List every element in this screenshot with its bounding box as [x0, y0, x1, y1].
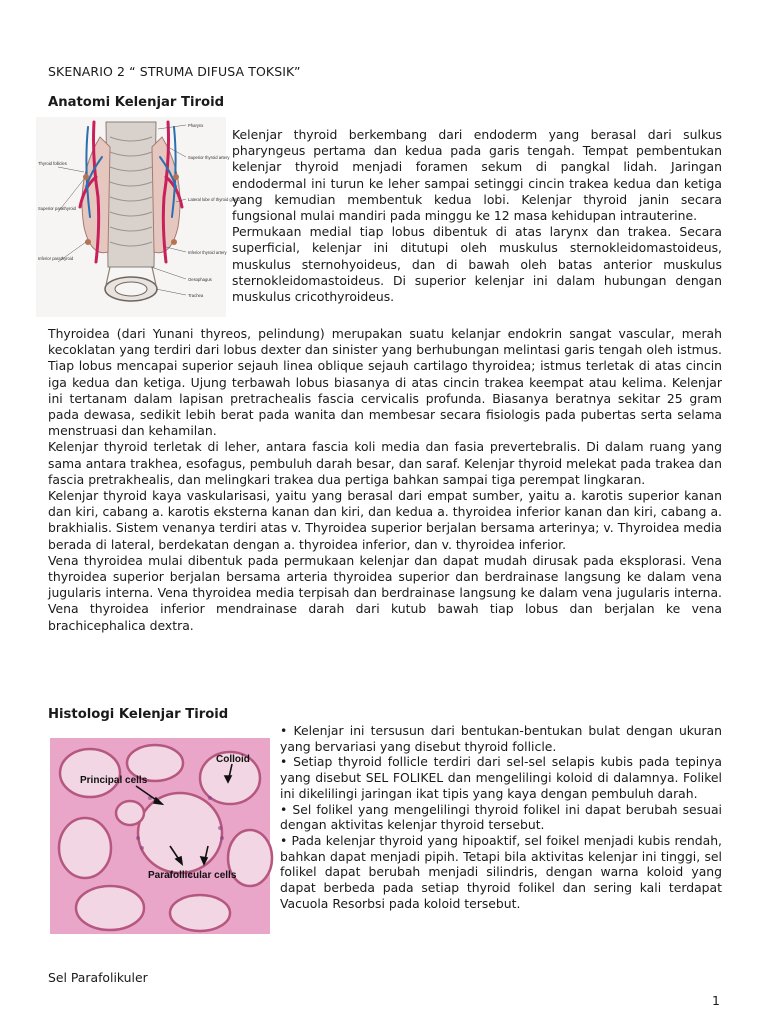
- label-pharynx: Pharynx: [188, 123, 204, 128]
- label-oesophagus: Oesophagus: [188, 277, 212, 282]
- sel-parafolikuler-heading: Sel Parafolikuler: [48, 970, 148, 985]
- paragraph: Permukaan medial tiap lobus dibentuk di atas larynx dan trakea. Secara superficial, kelenjar ini ditutupi oleh muskulus sternokleidomastoideus, muskulus sternohyoideus, dan di bawah oleh batas anterior muskulus sternokleidomastoideus. Di superior kelenjar ini dalam hubungan dengan muskulus cricothyroideus.: [232, 224, 722, 305]
- anatomy-heading: Anatomi Kelenjar Tiroid: [48, 95, 225, 110]
- list-item: • Sel folikel yang mengelilingi thyroid folikel ini dapat berubah sesuai dengan aktivitas kelenjar thyroid tersebut.: [280, 801, 722, 833]
- anatomy-intro-text: [232, 127, 722, 305]
- label-principal-cells: Principal cells: [80, 775, 148, 786]
- anatomy-body-text: [48, 326, 722, 634]
- histology-heading: Histologi Kelenjar Tiroid: [48, 707, 229, 722]
- label-superior-thyroid-artery: Superior thyroid artery: [188, 155, 230, 160]
- paragraph: Vena thyroidea mulai dibentuk pada permukaan kelenjar dan dapat mudah dirusak pada eksplorasi. Vena thyroidea superior berjalan bersama arteria thyroidea superior dan berdrainase langsung ke dalam vena jugularis interna. Vena thyroidea media terpisah dan berdrainase langsung ke dalam vena jugularis interna. Vena thyroidea inferior mendrainase darah dari kutub bawah tiap lobus dan berjalan ke vena brachicephalica dextra.: [48, 552, 722, 633]
- paragraph: Kelenjar thyroid berkembang dari endoderm yang berasal dari sulkus pharyngeus pertama dan kedua pada garis tengah. Tempat pembentukan kelenjar thyroid menjadi foramen sekum di pangkal lidah. Jaringan endodermal ini turun ke leher sampai setinggi cincin trakea kedua dan ketiga yang kemudian membentuk kedua lobi. Kelenjar thyroid janin secara fungsional mulai mandiri pada minggu ke 12 masa kehidupan intrauterine.: [232, 127, 722, 224]
- label-thyroid-follicles: Thyroid follicles: [38, 161, 67, 166]
- label-trachea: Trachea: [188, 293, 204, 298]
- list-item: • Setiap thyroid follicle terdiri dari sel-sel selapis kubis pada tepinya yang disebut SEL FOLIKEL dan mengelilingi koloid di dalamnya. Folikel ini dikelilingi jaringan ikat tipis yang kaya dengan pembuluh darah.: [280, 754, 722, 801]
- label-superior-parathyroid: Superior parathyroid: [38, 206, 76, 211]
- label-lateral-lobe: Lateral lobe of thyroid gland: [188, 197, 240, 202]
- page-number: 1: [712, 993, 720, 1008]
- histology-bullet-list: [280, 723, 722, 911]
- thyroid-histology-figure: [50, 738, 270, 934]
- label-inferior-thyroid-artery: Inferior thyroid artery: [188, 250, 227, 255]
- document-title: SKENARIO 2 “ STRUMA DIFUSA TOKSIK”: [48, 64, 301, 79]
- label-colloid: Colloid: [216, 754, 250, 765]
- paragraph: Thyroidea (dari Yunani thyreos, pelindung) merupakan suatu kelanjar endokrin sangat vascular, merah kecoklatan yang terdiri dari lobus dexter dan sinister yang berhubungan melintasi garis tengah oleh istmus. Tiap lobus mencapai superior sejauh linea oblique sejauh cartilago thyroidea; istmus terletak di atas cincin iga kedua dan ketiga. Ujung terbawah lobus biasanya di atas cincin trakea keempat atau kelima. Kelenjar ini tertanam dalam lapisan pretrachealis fascia cervicalis profunda. Biasanya beratnya sekitar 25 gram pada dewasa, sedikit lebih berat pada wanita dan membesar secara fisiologis pada pubertas serta selama menstruasi dan kehamilan.: [48, 326, 722, 439]
- label-inferior-parathyroid: Inferior parathyroid: [38, 256, 74, 261]
- paragraph: Kelenjar thyroid kaya vaskularisasi, yaitu yang berasal dari empat sumber, yaitu a. karotis superior kanan dan kiri, cabang a. karotis eksterna kanan dan kiri, dan kedua a. thyroidea inferior kanan dan kiri, cabang a. brakhialis. Sistem venanya terdiri atas v. Thyroidea superior berjalan bersama arterinya; v. Thyroidea media berada di lateral, berdekatan dengan a. thyroidea inferior, dan v. thyroidea inferior.: [48, 488, 722, 552]
- list-item: • Pada kelenjar thyroid yang hipoaktif, sel foikel menjadi kubis rendah, bahkan dapat menjadi pipih. Tetapi bila aktivitas kelenjar ini tinggi, sel folikel dapat berubah menjadi silindris, dengan warna koloid yang dapat berbeda pada setiap thyroid folikel dan sering kali terdapat Vacuola Resorbsi pada koloid tersebut.: [280, 832, 722, 911]
- paragraph: Kelenjar thyroid terletak di leher, antara fascia koli media dan fasia prevertebralis. Di dalam ruang yang sama antara trakhea, esofagus, pembuluh darah besar, dan saraf. Kelenjar thyroid melekat pada trakea dan fascia pretrakhealis, dan melingkari trakea dua pertiga bahkan sampai tiga perempat lingkaran.: [48, 439, 722, 487]
- list-item: • Kelenjar ini tersusun dari bentukan-bentukan bulat dengan ukuran yang bervariasi yang disebut thyroid follicle.: [280, 723, 722, 754]
- label-parafollicular-cells: Parafollicular cells: [148, 870, 237, 881]
- thyroid-anatomy-figure: [36, 117, 240, 317]
